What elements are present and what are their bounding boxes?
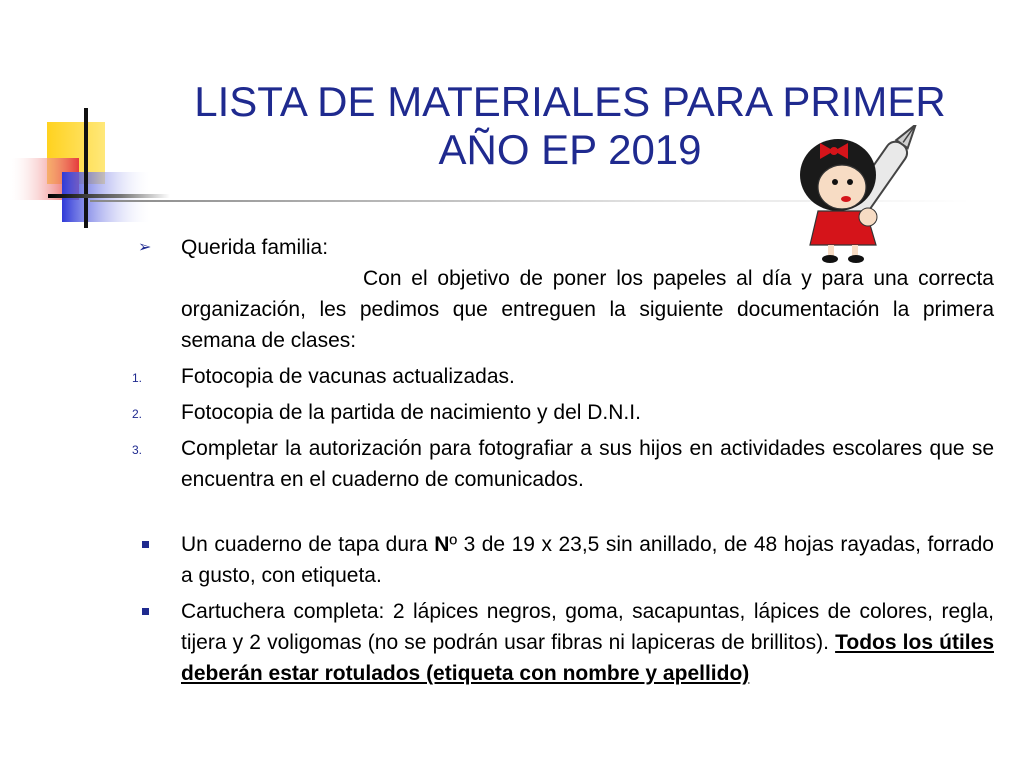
bullet-text-post: º 3 de 19 x 23,5 sin anillado, de 48 hojas rayadas, forrado a gusto, con etiqueta. — [181, 533, 994, 587]
bullet-text-pre: Un cuaderno de tapa dura — [181, 533, 435, 556]
list-item-text: Fotocopia de vacunas actualizadas. — [181, 365, 515, 388]
greeting-item — [130, 232, 994, 263]
bullet-text-bold: N — [434, 533, 450, 556]
square-bullet-icon — [142, 608, 149, 615]
title-line-2: AÑO EP 2019 — [438, 126, 702, 173]
list-item-text: Completar la autorización para fotografiar a sus hijos en actividades escolares que se encuentra en el cuaderno de comunicados. — [181, 437, 994, 491]
intro-body: Con el objetivo de poner los papeles al día y para una correcta organización, les pedimos que entreguen la siguiente documentación la primera semana de clases: — [181, 267, 994, 352]
bullet-item — [130, 596, 994, 689]
greeting-text: Querida familia: — [181, 236, 329, 259]
bullet-text-pre: Cartuchera completa: 2 lápices negros, goma, sacapuntas, lápices de colores, regla, tijera y 2 voligomas (no se podrán usar fibras ni lapiceras de brillitos). — [181, 600, 994, 654]
list-number: 3. — [132, 443, 143, 457]
list-item — [130, 433, 994, 495]
intro-paragraph — [130, 263, 994, 356]
title-line-1: LISTA DE MATERIALES PARA PRIMER — [194, 78, 946, 125]
vertical-line — [84, 108, 88, 228]
content-area — [130, 232, 994, 689]
list-item-text: Fotocopia de la partida de nacimiento y del D.N.I. — [181, 401, 641, 424]
horizontal-line — [48, 194, 170, 198]
square-bullet-icon — [142, 541, 149, 548]
bullet-emphasis: Todos los útiles deberán estar rotulados (etiqueta con nombre y apellido) — [181, 631, 994, 685]
list-item — [130, 361, 994, 392]
bullet-item — [130, 529, 994, 591]
list-item — [130, 397, 994, 428]
list-number: 1. — [132, 371, 143, 385]
list-number: 2. — [132, 407, 143, 421]
arrow-bullet-icon: ➢ — [138, 239, 152, 256]
